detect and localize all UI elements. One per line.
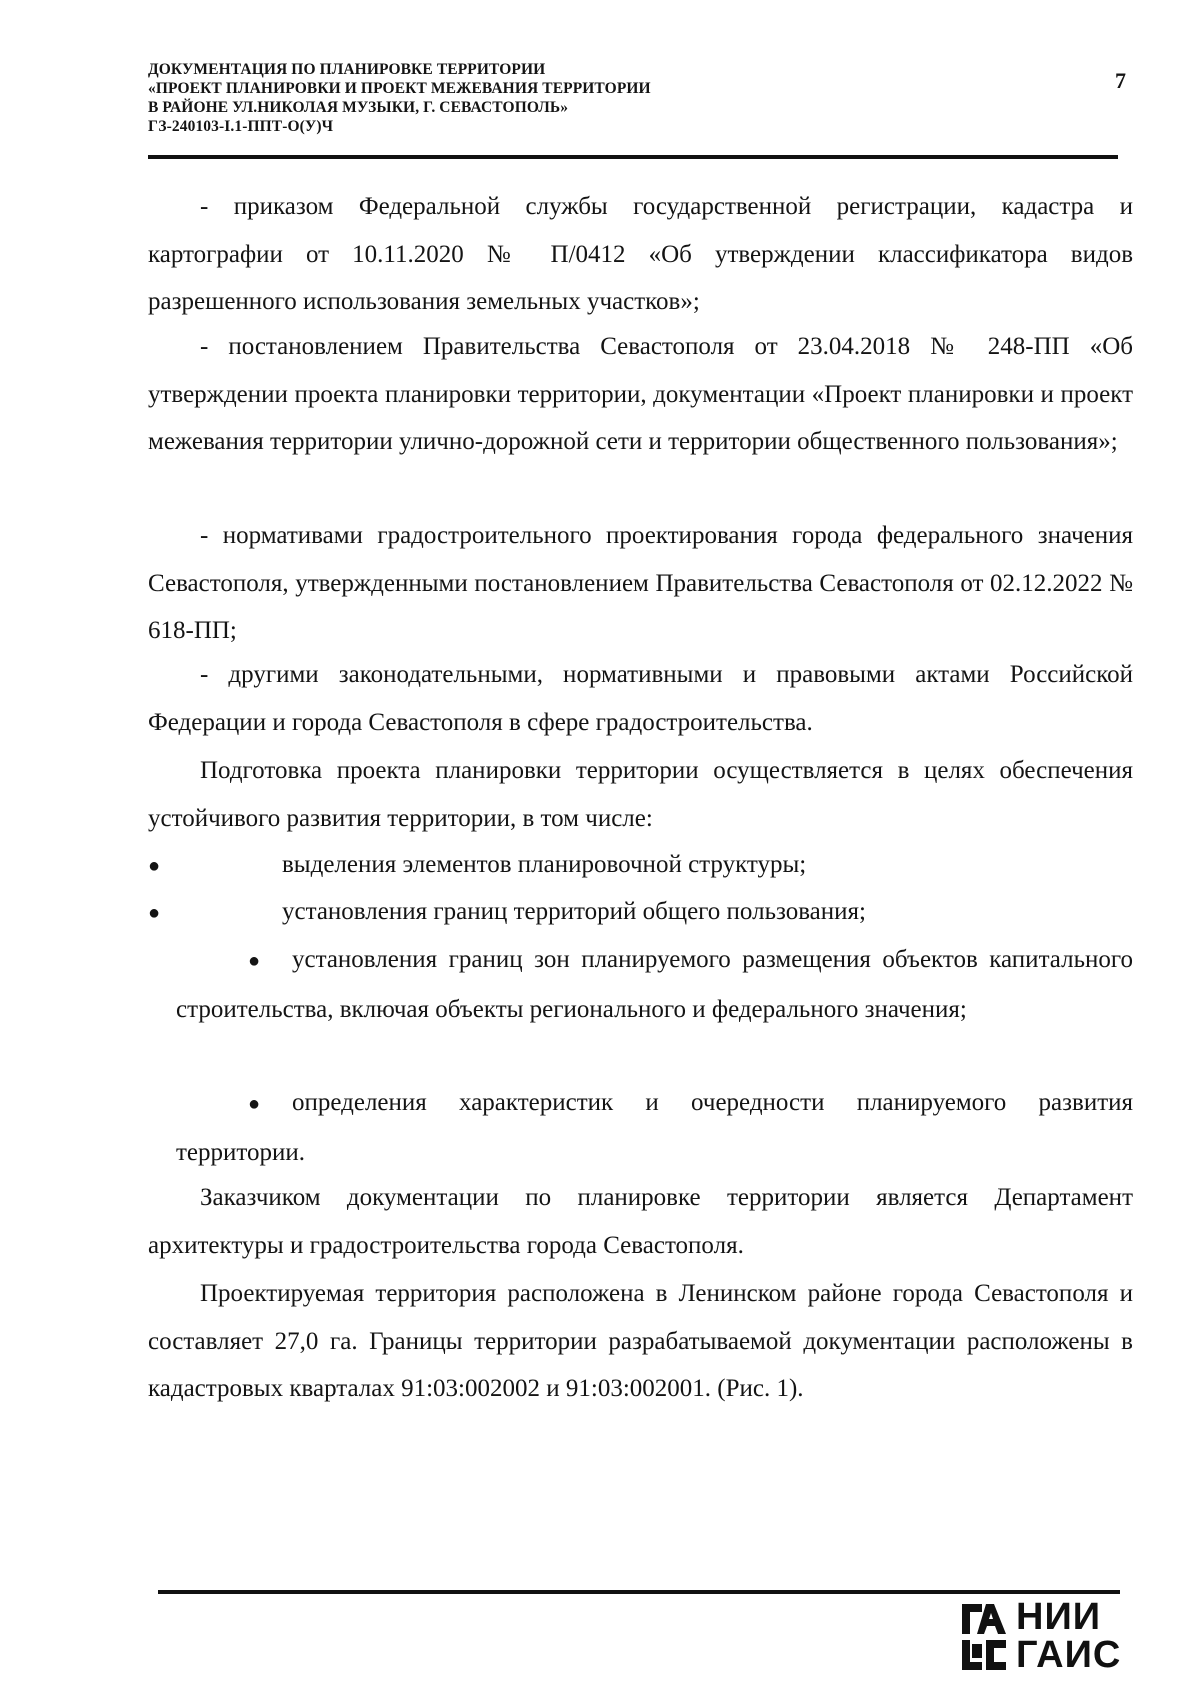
header-title-line-1: ДОКУМЕНТАЦИЯ ПО ПЛАНИРОВКЕ ТЕРРИТОРИИ xyxy=(148,61,546,78)
logo-line-1: НИИ xyxy=(1016,1596,1102,1638)
bullet-dot-icon: ● xyxy=(148,855,161,877)
nii-gais-logo xyxy=(960,1598,1140,1678)
paragraph-purpose: Подготовка проекта планировки территории осуществляется в целях обеспечения устойчивого развития территории, в том числе: xyxy=(148,757,1133,832)
document-header xyxy=(148,60,1048,136)
list-item-text: определения характеристик и очередности планируемого развития территории. xyxy=(176,1089,1133,1166)
paragraph-territory: Проектируемая территория расположена в Ленинском районе города Севастополя и составляет 27,0 га. Границы территории разрабатываемой документации расположены в кадастровых кварталах 91:03:002002 и 91:03:002001. (Рис. 1). xyxy=(148,1280,1133,1402)
logo-wordmark xyxy=(1016,1598,1121,1674)
gais-emblem-icon xyxy=(960,1600,1010,1674)
paragraph-government-resolution: - постановлением Правительства Севастополя от 23.04.2018 № 248-ПП «Об утверждении проекта планировки территории, документации «Проект планировки и проект межевания территории улично-дорожной сети и территории общественного пользования»; xyxy=(148,333,1133,455)
header-title-line-3: В РАЙОНЕ УЛ.НИКОЛАЯ МУЗЫКИ, Г. СЕВАСТОПОЛЬ» xyxy=(148,99,569,116)
document-code: ГЗ-240103-I.1-ППТ-О(У)Ч xyxy=(148,118,334,135)
logo-line-2: ГАИС xyxy=(1016,1634,1122,1676)
list-item xyxy=(148,888,1133,938)
footer-divider xyxy=(158,1590,1120,1594)
paragraph-customer: Заказчиком документации по планировке территории является Департамент архитектуры и градостроительства города Севастополя. xyxy=(148,1184,1133,1259)
paragraph-urban-standards: - нормативами градостроительного проектирования города федерального значения Севастополя, утвержденными постановлением Правительства Севастополя от 02.12.2022 № 618-ПП; xyxy=(148,522,1133,644)
bullet-dot-icon: ● xyxy=(248,950,261,972)
paragraph-other-acts: - другими законодательными, нормативными и правовыми актами Российской Федерации и города Севастополя в сфере градостроительства. xyxy=(148,661,1133,736)
paragraph-order-rosreestr: - приказом Федеральной службы государственной регистрации, кадастра и картографии от 10.11.2020 № П/0412 «Об утверждении классификатора видов разрешенного использования земельных участков»; xyxy=(148,193,1133,315)
list-item xyxy=(176,1079,1133,1176)
bullet-dot-icon: ● xyxy=(148,902,161,924)
list-item-text: выделения элементов планировочной структуры; xyxy=(282,851,807,878)
list-item xyxy=(148,841,1133,891)
list-item xyxy=(176,936,1133,1033)
list-item-text: установления границ зон планируемого размещения объектов капитального строительства, включая объекты регионального и федерального значения; xyxy=(176,946,1133,1023)
page-number: 7 xyxy=(1115,68,1126,93)
header-title-line-2: «ПРОЕКТ ПЛАНИРОВКИ И ПРОЕКТ МЕЖЕВАНИЯ ТЕРРИТОРИИ xyxy=(148,80,651,97)
list-item-text: установления границ территорий общего пользования; xyxy=(282,898,866,925)
header-divider xyxy=(148,155,1118,159)
bullet-dot-icon: ● xyxy=(248,1093,261,1115)
